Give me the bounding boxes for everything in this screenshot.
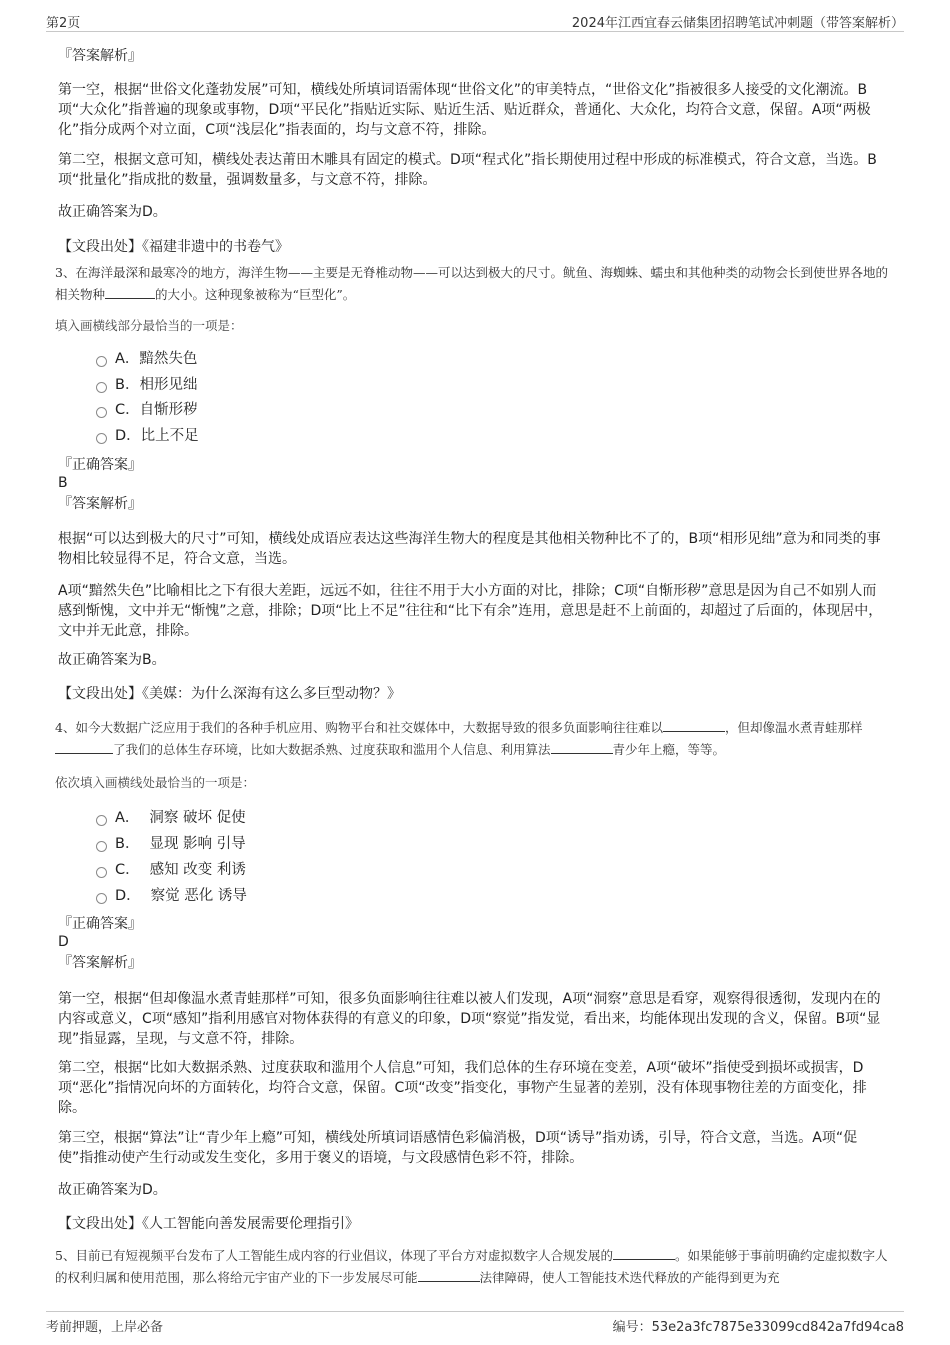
q4-stem [55, 717, 895, 761]
q4-option-b[interactable] [96, 834, 496, 854]
option-letter: B． [115, 377, 140, 393]
q3-analysis-p1: 根据“可以达到极大的尺寸”可知，横线处成语应表达这些海洋生物大的程度是其他相关物种比不了的，B项“相形见绌”意为和同类的事物相比较显得不足，符合文意，当选。 [58, 531, 881, 567]
q3-stem-b: 的大小。这种现象被称为“巨型化”。 [155, 287, 356, 302]
q2-conclusion: 故正确答案为D。 [58, 204, 167, 220]
radio-icon[interactable] [96, 893, 107, 904]
q4-stem-b: ，但却像温水煮青蛙那样 [724, 720, 863, 735]
option-letter: A． [115, 810, 140, 826]
q3-option-c[interactable] [96, 400, 496, 420]
q3-option-a[interactable] [96, 349, 496, 369]
q4-blank-2 [55, 740, 113, 754]
q3-stem-a: 3、在海洋最深和最寒冷的地方，海洋生物——主要是无脊椎动物——可以达到极大的尺寸。鱿鱼、海蜘蛛、蠕虫和其他种类的动物会长到使世界各地的相关物种 [55, 265, 888, 302]
q4-answer: D [58, 934, 69, 950]
q4-analysis-p1: 第一空，根据“但却像温水煮青蛙那样”可知，很多负面影响往往难以被人们发现，A项“洞察”意思是看穿，观察得很透彻，发现内在的内容或意义，C项“感知”指利用感官对物体获得的有意义的印象，D项“察觉”指发觉，看出来，均能体现出发现的含义，保留。B项“显现”指显露，呈现，与文意不符，排除。 [58, 991, 881, 1047]
q4-stem-d: 青少年上瘾，等等。 [612, 742, 726, 757]
q4-analysis-p2: 第二空，根据“比如大数据杀熟、过度获取和滥用个人信息”可知，我们总体的生存环境在变差，A项“破坏”指使受到损坏或损害，D项“恶化”指情况向坏的方面转化，均符合文意，保留。C项“改变”指变化，事物产生显著的差别，没有体现事物往差的方面变化，排除。 [58, 1060, 867, 1116]
q3-answer: B [58, 475, 68, 491]
q4-source: 【文段出处】《人工智能向善发展需要伦理指引》 [58, 1216, 359, 1232]
q4-conclusion: 故正确答案为D。 [58, 1182, 167, 1198]
option-text: 察觉 恶化 诱导 [150, 888, 247, 904]
q4-blank-1 [663, 718, 725, 732]
q4-option-a[interactable] [96, 808, 496, 828]
q2-analysis-p1: 第一空，根据“世俗文化蓬勃发展”可知，横线处所填词语需体现“世俗文化”的审美特点，“世俗文化”指被很多人接受的文化潮流。B项“大众化”指普遍的现象或事物，D项“平民化”指贴近实际、贴近生活、贴近群众，普通化、大众化，均符合文意，保留。A项“两极化”指分成两个对立面，C项“浅层化”指表面的，均与文意不符，排除。 [58, 82, 871, 138]
document-code: 编号：53e2a3fc7875e33099cd842a7fd94ca8 [612, 1320, 904, 1335]
radio-icon[interactable] [96, 407, 107, 418]
radio-icon[interactable] [96, 433, 107, 444]
q3-analysis-label: 『答案解析』 [58, 496, 142, 512]
option-letter: D． [115, 888, 141, 904]
q2-source: 【文段出处】《福建非遗中的书卷气》 [58, 239, 289, 255]
option-text: 感知 改变 利诱 [149, 862, 246, 878]
radio-icon[interactable] [96, 841, 107, 852]
footer-motto: 考前押题，上岸必备 [46, 1320, 164, 1335]
radio-icon[interactable] [96, 356, 107, 367]
option-letter: A． [115, 351, 140, 367]
q4-stem-c: 了我们的总体生存环境，比如大数据杀熟、过度获取和滥用个人信息、利用算法 [113, 742, 551, 757]
page-footer [46, 1311, 904, 1335]
option-letter: B． [115, 836, 140, 852]
q5-stem-c: 法律障碍，使人工智能技术迭代释放的产能得到更为充 [479, 1270, 780, 1285]
q4-option-c[interactable] [96, 860, 496, 880]
q4-stem-a: 4、如今大数据广泛应用于我们的各种手机应用、购物平台和社交媒体中，大数据导致的很多负面影响往往难以 [55, 720, 663, 735]
q5-blank-1 [613, 1246, 675, 1260]
radio-icon[interactable] [96, 867, 107, 878]
document-title: 2024年江西宜春云储集团招聘笔试冲刺题（带答案解析） [571, 16, 904, 31]
q5-blank-2 [418, 1268, 480, 1282]
q4-analysis-label: 『答案解析』 [58, 955, 142, 971]
q4-instruction: 依次填入画横线处最恰当的一项是： [55, 775, 256, 790]
q4-option-d[interactable] [96, 886, 496, 906]
q5-stem-a: 5、目前已有短视频平台发布了人工智能生成内容的行业倡议，体现了平台方对虚拟数字人合规发展的 [55, 1248, 613, 1263]
q5-stem-b: 。如果能够于事前明确约定虚拟数字人的权利归属和使用范围，那么将给元宇宙产业的下一步发展尽可能 [55, 1248, 888, 1285]
radio-icon[interactable] [96, 815, 107, 826]
q3-source: 【文段出处】《美媒：为什么深海有这么多巨型动物？》 [58, 686, 401, 702]
q4-answer-label: 『正确答案』 [58, 916, 142, 932]
q3-option-b[interactable] [96, 375, 496, 395]
q2-analysis-p2: 第二空，根据文意可知，横线处表达莆田木雕具有固定的模式。D项“程式化”指长期使用过程中形成的标准模式，符合文意，当选。B项“批量化”指成批的数量，强调数量多，与文意不符，排除。 [58, 152, 877, 188]
page-number: 第2页 [46, 16, 81, 31]
option-text: 比上不足 [140, 428, 199, 444]
q3-blank [105, 285, 155, 299]
q4-analysis-p3: 第三空，根据“算法”让“青少年上瘾”可知，横线处所填词语感情色彩偏消极，D项“诱导”指劝诱，引导，符合文意，当选。A项“促使”指推动使产生行动或发生变化，多用于褒义的语境，与文段感情色彩不符，排除。 [58, 1130, 858, 1166]
q3-conclusion: 故正确答案为B。 [58, 652, 166, 668]
option-letter: C． [115, 862, 140, 878]
q3-analysis-p2: A项“黯然失色”比喻相比之下有很大差距，远远不如，往往不用于大小方面的对比，排除；C项“自惭形秽”意思是因为自己不如别人而感到惭愧，文中并无“惭愧”之意，排除；D项“比上不足”往往和“比下有余”连用，意思是赶不上前面的，却超过了后面的，体现居中，文中并无此意，排除。 [58, 583, 883, 639]
q4-blank-3 [551, 740, 613, 754]
option-text: 洞察 破坏 促使 [149, 810, 246, 826]
option-letter: D． [115, 428, 141, 444]
q5-stem [55, 1245, 895, 1289]
q3-option-d[interactable] [96, 426, 496, 446]
q3-instruction: 填入画横线部分最恰当的一项是： [55, 318, 243, 333]
q3-stem [55, 262, 895, 306]
option-text: 自惭形秽 [139, 402, 198, 418]
option-text: 相形见绌 [139, 377, 198, 393]
option-text: 黯然失色 [139, 351, 198, 367]
option-text: 显现 影响 引导 [149, 836, 246, 852]
q2-analysis-label: 『答案解析』 [58, 48, 142, 64]
radio-icon[interactable] [96, 382, 107, 393]
option-letter: C． [115, 402, 140, 418]
q3-answer-label: 『正确答案』 [58, 457, 142, 473]
